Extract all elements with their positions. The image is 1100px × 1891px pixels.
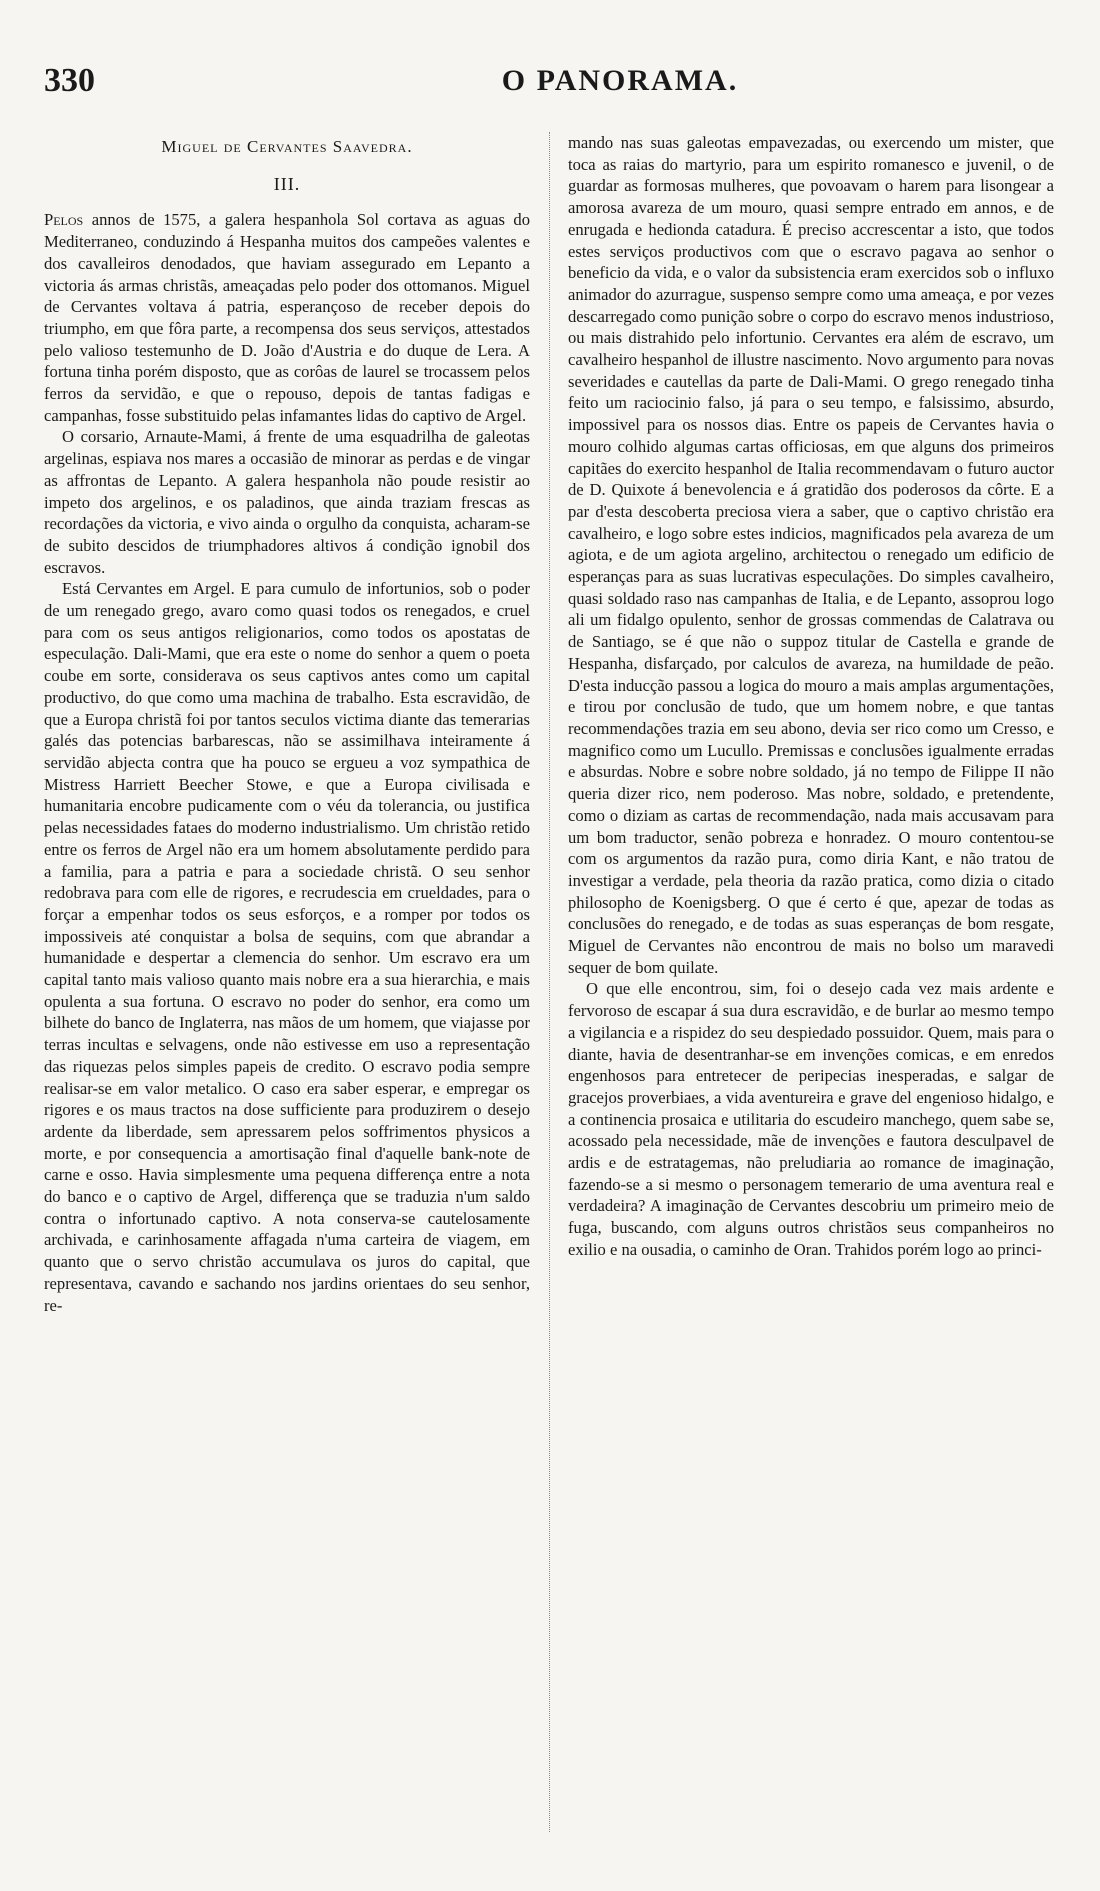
article-columns [44,132,1056,1872]
paragraph [44,209,530,426]
paragraph-text: mando nas suas galeotas empavezadas, ou exercendo um mister, que toca as raias do martyrio, para um espirito romanesco e juvenil, o de guardar as formosas mulheres, que povoavam o harem para lisongear a amorosa avareza de um mouro, quasi sempre entrado em annos, e de enrugada e hedionda catadura. É preciso accrescentar a isto, que todos estes serviços productivos com que o escravo pagava ao senhor o beneficio da vida, e o valor da subsistencia eram exercidos sob o influxo animador do azurrague, suspenso sempre como uma ameaça, e por vezes descarregado como punição sobre o corpo do escravo menos industrioso, ou mais distrahido pelo infortunio. Cervantes era além de escravo, um cavalheiro hespanhol de illustre nascimento. Novo argumento para novas severidades e cautellas da parte de Dali-Mami. O grego renegado tinha feito um raciocinio falso, já para o seu tempo, e falsissimo, absurdo, impossivel para os nossos dias. Entre os papeis de Cervantes havia o mouro colhido algumas cartas officiosas, em que alguns dos primeiros capitães do exercito hespanhol de Italia recommendavam o futuro auctor de D. Quixote á benevolencia e á gratidão dos poderosos da côrte. E a par d'esta descoberta preciosa viera a saber, que o captivo christão era cavalheiro, e logo sobre estes indicios, magnificados pela avareza de um agiota, e de um agiota argelino, architectou o renegado um edificio de esperanças para as suas lucrativas especulações. Do simples cavalheiro, quasi soldado raso nas campanhas de Italia, e de Lepanto, assoprou logo ali um fidalgo opulento, senhor de grossas commendas de Calatrava ou de Santiago, se é que não o suppoz titular de Castella e grande de Hespanha, disfarçado, por calculos de avareza, na humildade de peão. D'esta inducção passou a logica do mouro a mais amplas argumentações, e tirou por conclusão de tudo, que um homem nobre, e que tantas recommendações trazia em seu abono, devia ser rico como um Cresso, e magnifico como um Lucullo. Premissas e conclusões igualmente erradas e absurdas. Nobre e sobre nobre soldado, já no tempo de Filippe II não queria dizer rico, nem poderoso. Mas nobre, soldado, e pretendente, como o diziam as cartas de recommendação, nada mais accusavam para um bom traductor, senão pobreza e honradez. O mouro contentou-se com os argumentos da razão pura, como diria Kant, e não tratou de investigar a verdade, pela theoria da razão pratica, como dizia o citado philosopho de Koenigsberg. O que é certo é que, apezar de todas as conclusões do renegado, e de todas as suas esperanças de bom resgate, Miguel de Cervantes não encontrou de mais no bolso um maravedi sequer de bom quilate. [568,133,1054,977]
paragraph-text: annos de 1575, a galera hespanhola Sol cortava as aguas do Mediterraneo, conduzindo á Hespanha muitos dos campeões valentes e dos cavalleiros denodados, que haviam assegurado em Lepanto a victoria ás armas christãs, ameaçadas pelo poder dos ottomanos. Miguel de Cervantes voltava á patria, esperançoso de receber depois do triumpho, em que fôra parte, a recompensa dos seus serviços, attestados pelo valioso testemunho de D. João d'Austria e do duque de Lera. A fortuna tinha porém disposto, que as corôas de laurel se trocassem pelos ferros da servidão, e que o repouso, depois de tantas fadigas e campanhas, fosse substituido pelas infamantes lidas do captivo de Argel. [44,210,530,425]
left-paragraphs [44,209,530,1316]
column-divider [549,132,551,1832]
section-number: III. [273,173,301,194]
page-header [44,62,1056,110]
right-paragraphs [568,132,1054,1261]
page-number: 330 [44,62,95,99]
left-column [44,132,530,1316]
right-column [568,132,1054,1261]
paragraph [568,978,1054,1260]
paragraph [568,132,1054,978]
paragraph-text: O que elle encontrou, sim, foi o desejo cada vez mais ardente e fervoroso de escapar á sua dura escravidão, e de burlar ao mesmo tempo a vigilancia e a rispidez do seu despiedado possuidor. Quem, mais para o diante, havia de desentranhar-se em invenções comicas, e em enredos engenhosos para entretecer de peripecias inesperadas, e salgar de gracejos proverbiaes, a vida aventureira e grave del engenioso hidalgo, e a continencia prosaica e utilitaria do escudeiro manchego, quem sabe se, acossado pela necessidade, mãe de invenções e fautora desculpavel de ardis e de estratagemas, não preludiaria ao romance de imaginação, fazendo-se a si mesmo o personagem temerario de uma aventura real e verdadeira? A imaginação de Cervantes descobriu um primeiro meio de fuga, buscando, com alguns outros christãos seus companheiros no exilio e na ousadia, o caminho de Oran. Trahidos porém logo ao princi- [568,979,1054,1259]
paragraph-text: Está Cervantes em Argel. E para cumulo de infortunios, sob o poder de um renegado grego, avaro como quasi todos os renegados, e cruel para com os seus antigos religionarios, como todos os apostatas de especulação. Dali-Mami, que era este o nome do senhor a quem o poeta coube em sorte, considerava os seus captivos antes como um capital productivo, do que como uma machina de trabalho. Esta escravidão, de que a Europa christã foi por tantos seculos victima diante das temerarias galés das potencias barbarescas, não se assimilhava inteiramente á servidão abjecta contra que ha pouco se ergueu a voz sympathica de Mistress Harriett Beecher Stowe, e que a Europa civilisada e humanitaria encobre pudicamente com o véu da tolerancia, ou justifica pelas necessidades fataes do moderno industrialismo. Um christão retido entre os ferros de Argel não era um homem absolutamente perdido para a familia, para a patria e para a sociedade christã. O seu senhor redobrava para com elle de rigores, e recrudescia em crueldades, para o forçar a empenhar todos os seus esforços, e a romper por todos os impossiveis até conquistar a bolsa de sequins, com que abrandar a humanidade e despertar a clemencia do senhor. Um escravo era um capital tanto mais valioso quanto mais nobre era a sua hierarchia, e mais opulenta a sua fortuna. O escravo no poder do senhor, era como um bilhete do banco de Inglaterra, nas mãos de um homem, que viajasse por terras incultas e selvagens, onde não estivesse em uso a representação das riquezas pelos simples papeis de credito. O escravo podia sempre realisar-se em valor metalico. O caso era saber esperar, e empregar os rigores e os maus tractos na dose sufficiente para produzirem o desejo ardente da liberdade, sem apressarem pelos soffrimentos physicos a morte, e por consequencia a amortisação final d'aquelle bank-note de carne e osso. Havia simplesmente uma pequena differença entre a nota do banco e o captivo de Argel, differença que se traduzia n'um saldo contra o infortunado captivo. A nota conserva-se cautelosamente archivada, e carinhosamente affagada n'uma carteira de viagem, em quanto que o servo christão accumulava os juros do capital, que representava, cavando e sachando nos jardins orientaes do seu senhor, re- [44,579,530,1315]
paragraph-text: O corsario, Arnaute-Mami, á frente de uma esquadrilha de galeotas argelinas, espiava nos mares a occasião de minorar as perdas e de vingar as affrontas de Lepanto. A galera hespanhola não poude resistir ao impeto dos argelinos, e os paladinos, que ainda traziam frescas as recordações da victoria, e vivo ainda o orgulho da conquista, acharam-se de subito descidos de triumphadores altivos á condição ignobil dos escravos. [44,427,530,577]
paragraph-lead: Pelos [44,210,84,230]
article-title: Miguel de Cervantes Saavedra. [161,137,413,156]
journal-title: O PANORAMA. [501,64,739,97]
paragraph [44,578,530,1316]
paragraph [44,426,530,578]
